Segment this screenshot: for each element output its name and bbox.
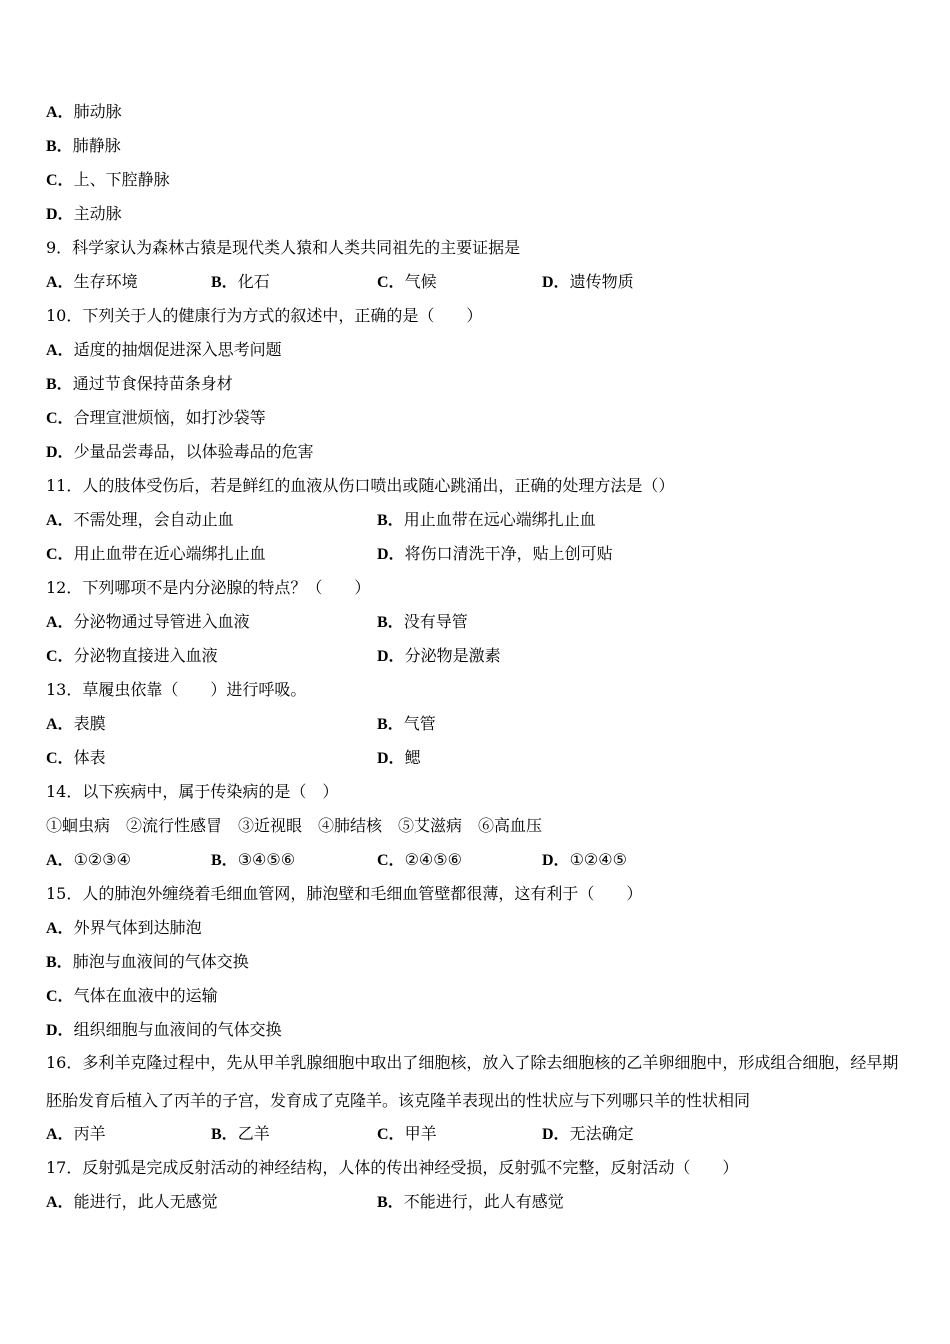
q15-option-c: C．气体在血液中的运输 bbox=[46, 986, 218, 1005]
q11-option-a: A．不需处理，会自动止血 bbox=[46, 510, 234, 529]
q16-option-a: A．丙羊 bbox=[46, 1124, 106, 1143]
q14-option-c: C．②④⑤⑥ bbox=[377, 850, 462, 869]
question-13-stem: 13．草履虫依靠（ ）进行呼吸。 bbox=[46, 680, 307, 699]
q13-option-d: D．鳃 bbox=[377, 748, 421, 767]
q13-option-a: A．表膜 bbox=[46, 714, 106, 733]
q16-option-d: D．无法确定 bbox=[542, 1124, 634, 1143]
question-12-stem: 12．下列哪项不是内分泌腺的特点？（ ） bbox=[46, 578, 371, 597]
q15-option-b: B．肺泡与血液间的气体交换 bbox=[46, 952, 249, 971]
q14-option-b: B．③④⑤⑥ bbox=[211, 850, 296, 869]
q12-option-c: C．分泌物直接进入血液 bbox=[46, 646, 218, 665]
option-a: A．肺动脉 bbox=[46, 102, 122, 121]
q15-option-d: D．组织细胞与血液间的气体交换 bbox=[46, 1020, 282, 1039]
option-d: D．主动脉 bbox=[46, 204, 122, 223]
q13-option-c: C．体表 bbox=[46, 748, 106, 767]
q10-option-d: D．少量品尝毒品，以体验毒品的危害 bbox=[46, 442, 314, 461]
q14-disease-list: ①蛔虫病 ②流行性感冒 ③近视眼 ④肺结核 ⑤艾滋病 ⑥高血压 bbox=[46, 816, 543, 835]
q12-option-b: B．没有导管 bbox=[377, 612, 468, 631]
q12-option-a: A．分泌物通过导管进入血液 bbox=[46, 612, 250, 631]
q13-option-b: B．气管 bbox=[377, 714, 436, 733]
question-14-stem: 14．以下疾病中，属于传染病的是（ ） bbox=[46, 782, 339, 801]
option-b: B．肺静脉 bbox=[46, 136, 121, 155]
q15-option-a: A．外界气体到达肺泡 bbox=[46, 918, 202, 937]
q10-option-a: A．适度的抽烟促进深入思考问题 bbox=[46, 340, 282, 359]
q10-option-c: C．合理宣泄烦恼，如打沙袋等 bbox=[46, 408, 266, 427]
q10-option-b: B．通过节食保持苗条身材 bbox=[46, 374, 233, 393]
q16-option-b: B．乙羊 bbox=[211, 1124, 270, 1143]
question-9-stem: 9．科学家认为森林古猿是现代类人猿和人类共同祖先的主要证据是 bbox=[46, 238, 521, 257]
q9-option-a: A．生存环境 bbox=[46, 272, 138, 291]
question-16-stem: 16．多利羊克隆过程中，先从甲羊乳腺细胞中取出了细胞核，放入了除去细胞核的乙羊卵细胞中，形成组合细胞，经早期胚胎发育后植入了丙羊的子宫，发育成了克隆羊。该克隆羊表现出的性状应与下列哪只羊的性状相同 bbox=[46, 1053, 899, 1110]
q11-option-d: D．将伤口清洗干净，贴上创可贴 bbox=[377, 544, 613, 563]
q11-option-b: B．用止血带在远心端绑扎止血 bbox=[377, 510, 596, 529]
question-10-stem: 10．下列关于人的健康行为方式的叙述中，正确的是（ ） bbox=[46, 306, 483, 325]
question-17-stem: 17．反射弧是完成反射活动的神经结构，人体的传出神经受损，反射弧不完整，反射活动（ ） bbox=[46, 1158, 739, 1177]
q9-option-b: B．化石 bbox=[211, 272, 270, 291]
q16-option-c: C．甲羊 bbox=[377, 1124, 437, 1143]
q9-option-c: C．气候 bbox=[377, 272, 437, 291]
q17-option-a: A．能进行，此人无感觉 bbox=[46, 1192, 218, 1211]
q14-option-a: A．①②③④ bbox=[46, 850, 131, 869]
q17-option-b: B．不能进行，此人有感觉 bbox=[377, 1192, 564, 1211]
q14-option-d: D．①②④⑤ bbox=[542, 850, 627, 869]
q11-option-c: C．用止血带在近心端绑扎止血 bbox=[46, 544, 266, 563]
q12-option-d: D．分泌物是激素 bbox=[377, 646, 501, 665]
question-15-stem: 15．人的肺泡外缠绕着毛细血管网，肺泡壁和毛细血管壁都很薄，这有利于（ ） bbox=[46, 884, 643, 903]
question-11-stem: 11．人的肢体受伤后，若是鲜红的血液从伤口喷出或随心跳涌出，正确的处理方法是（） bbox=[46, 476, 675, 495]
q9-option-d: D．遗传物质 bbox=[542, 272, 634, 291]
option-c: C．上、下腔静脉 bbox=[46, 170, 170, 189]
